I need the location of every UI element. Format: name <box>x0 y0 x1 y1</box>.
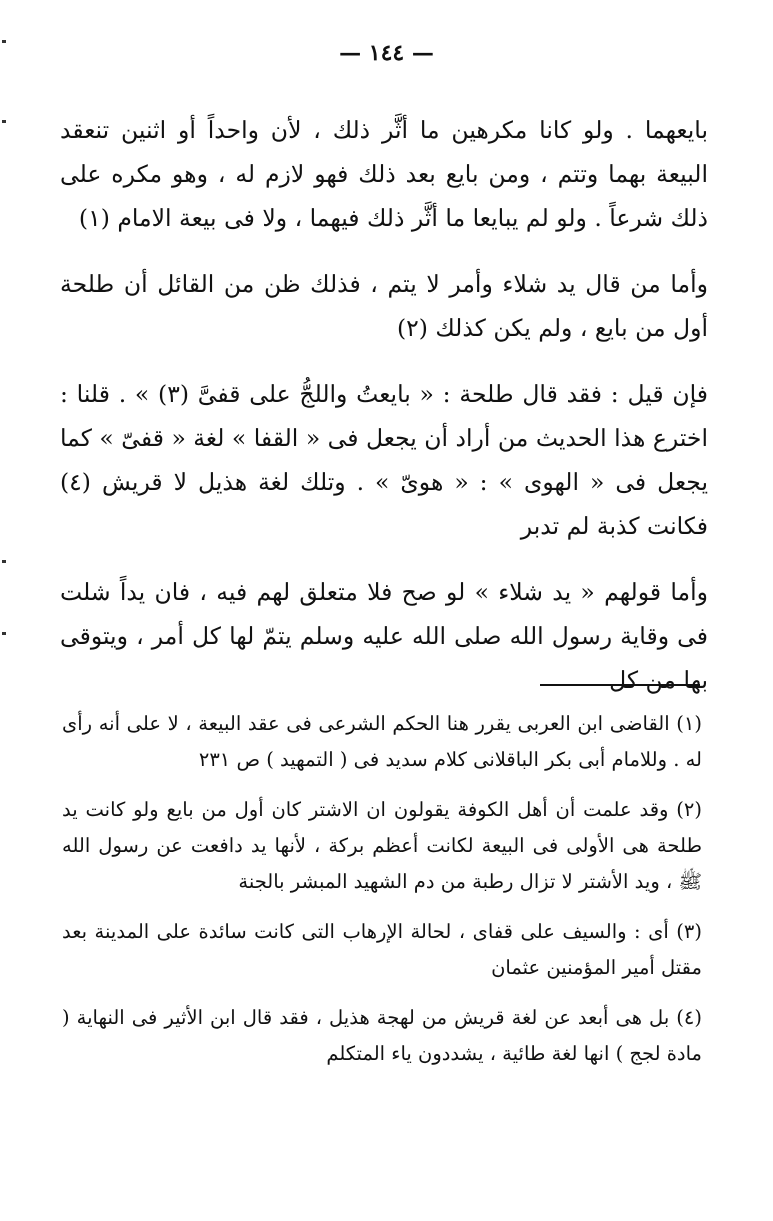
paragraph-2: وأما من قال يد شلاء وأمر لا يتم ، فذلك ظن من القائل أن طلحة أول من بايع ، ولم يكن كذلك (٢) <box>60 270 708 342</box>
scan-mark <box>2 40 6 43</box>
footnote-separator <box>540 684 700 686</box>
page-number: — ١٤٤ — <box>339 40 434 66</box>
main-text <box>60 108 708 724</box>
scan-mark <box>2 632 6 635</box>
paragraph-3: فإن قيل : فقد قال طلحة : « بايعتُ واللجُّ على قفىَّ (٣) » . قلنا : اخترع هذا الحديث من أراد أن يجعل فى « القفا » لغة « قفىّ » كما يجعل فى « الهوى » : « هوىّ » . وتلك لغة هذيل لا قريش (٤) فكانت كذبة لم تدبر <box>60 380 709 540</box>
footnote-4: (٤) بل هى أبعد عن لغة قريش من لهجة هذيل ، فقد قال ابن الأثير فى النهاية ( مادة لجج ) انها لغة طائية ، يشددون ياء المتكلم <box>62 1006 702 1065</box>
footnote-3: (٣) أى : والسيف على قفاى ، لحالة الإرهاب التى كانت سائدة على المدينة بعد مقتل أمير المؤمنين عثمان <box>62 920 702 979</box>
scan-mark <box>2 120 6 123</box>
footnote-1: (١) القاضى ابن العربى يقرر هنا الحكم الشرعى فى عقد البيعة ، لا على أنه رأى له . وللامام أبى بكر الباقلانى كلام سديد فى ( التمهيد ) ص ٢٣١ <box>62 712 702 771</box>
scan-mark <box>2 560 6 563</box>
footnotes <box>62 706 702 1086</box>
paragraph-1: بايعهما . ولو كانا مكرهين ما أثَّر ذلك ، لأن واحداً أو اثنين تنعقد البيعة بهما وتتم ، ومن بايع بعد ذلك فهو لازم له ، وهو مكره على ذلك شرعاً . ولو لم يبايعا ما أثَّر ذلك فيهما ، ولا فى بيعة الامام (١) <box>60 116 708 232</box>
footnote-2: (٢) وقد علمت أن أهل الكوفة يقولون ان الاشتر كان أول من بايع ولو كانت يد طلحة هى الأولى فى البيعة لكانت أعظم بركة ، لأنها يد دافعت عن رسول الله ﷺ ، ويد الأشتر لا تزال رطبة من دم الشهيد المبشر بالجنة <box>62 798 702 893</box>
paragraph-4: وأما قولهم « يد شلاء » لو صح فلا متعلق لهم فيه ، فان يداً شلت فى وقاية رسول الله صلى الله عليه وسلم يتمّ لها كل أمر ، ويتوقى بها من كل <box>60 578 708 694</box>
